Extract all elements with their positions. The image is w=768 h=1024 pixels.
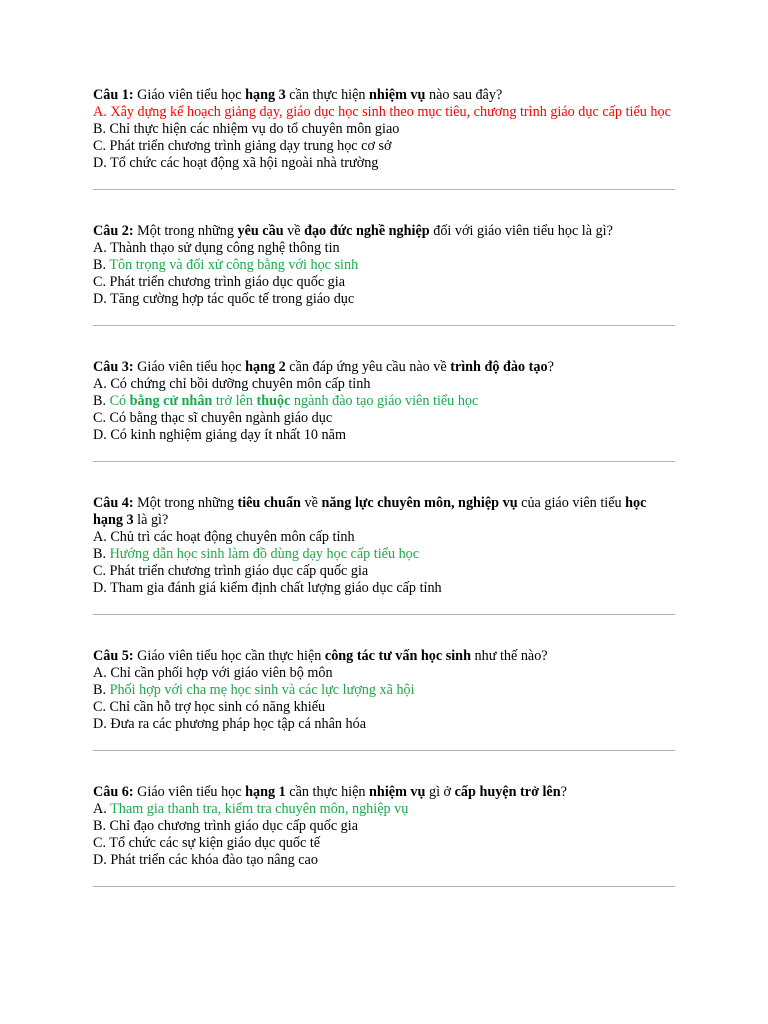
question-2-stem: Câu 2: Một trong những yêu cầu về đạo đức nghề nghiệp đối với giáo viên tiểu học là gì?	[93, 223, 613, 239]
question-1-option-b: B. Chỉ thực hiện các nhiệm vụ do tổ chuyên môn giao	[93, 121, 400, 137]
question-5-option-a: A. Chỉ cần phối hợp với giáo viên bộ môn	[93, 665, 333, 681]
question-1-option-a: A. Xây dựng kế hoạch giảng dạy, giáo dục học sinh theo mục tiêu, chương trình giáo dục cấp tiểu học	[93, 104, 671, 120]
question-4-option-c: C. Phát triển chương trình giáo dục cấp quốc gia	[93, 563, 369, 579]
question-4-option-b: B. Hướng dẫn học sinh làm đồ dùng dạy học cấp tiểu học	[93, 546, 420, 562]
question-5-option-d: D. Đưa ra các phương pháp học tập cá nhân hóa	[93, 716, 367, 732]
question-5-option-c: C. Chỉ cần hỗ trợ học sinh có năng khiếu	[93, 699, 326, 715]
question-6	[93, 784, 675, 869]
question-3-option-b: B. Có bằng cử nhân trở lên thuộc ngành đào tạo giáo viên tiểu học	[93, 393, 479, 409]
question-6-label: Câu 6:	[93, 784, 134, 800]
question-1	[93, 87, 675, 172]
question-2-option-b: B. Tôn trọng và đối xử công bằng với học sinh	[93, 257, 359, 273]
question-6-option-a: A. Tham gia thanh tra, kiểm tra chuyên môn, nghiệp vụ	[93, 801, 409, 817]
question-1-option-c: C. Phát triển chương trình giảng dạy trung học cơ sở	[93, 138, 392, 154]
divider	[93, 461, 675, 462]
divider	[93, 189, 675, 190]
quiz-document	[93, 87, 675, 920]
question-6-option-c: C. Tổ chức các sự kiện giáo dục quốc tế	[93, 835, 321, 851]
question-3	[93, 359, 675, 444]
question-5-stem: Câu 5: Giáo viên tiểu học cần thực hiện công tác tư vấn học sinh như thế nào?	[93, 648, 548, 664]
question-2-option-a: A. Thành thạo sử dụng công nghệ thông tin	[93, 240, 340, 256]
question-2-label: Câu 2:	[93, 223, 134, 239]
question-3-option-d: D. Có kinh nghiệm giảng dạy ít nhất 10 năm	[93, 427, 346, 443]
question-6-stem: Câu 6: Giáo viên tiểu học hạng 1 cần thực hiện nhiệm vụ gì ở cấp huyện trở lên?	[93, 784, 567, 800]
question-4-option-a: A. Chủ trì các hoạt động chuyên môn cấp tỉnh	[93, 529, 355, 545]
question-1-label: Câu 1:	[93, 87, 134, 103]
question-4-label: Câu 4:	[93, 495, 134, 511]
question-1-stem: Câu 1: Giáo viên tiểu học hạng 3 cần thực hiện nhiệm vụ nào sau đây?	[93, 87, 503, 103]
question-4	[93, 495, 675, 597]
question-2-option-c: C. Phát triển chương trình giáo dục quốc gia	[93, 274, 345, 290]
divider	[93, 886, 675, 887]
question-3-option-c: C. Có bằng thạc sĩ chuyên ngành giáo dục	[93, 410, 333, 426]
question-6-option-b: B. Chỉ đạo chương trình giáo dục cấp quốc gia	[93, 818, 358, 834]
question-4-stem: Câu 4: Một trong những tiêu chuẩn về năng lực chuyên môn, nghiệp vụ của giáo viên tiểu học hạng 3 là gì?	[93, 495, 647, 528]
question-1-option-d: D. Tổ chức các hoạt động xã hội ngoài nhà trường	[93, 155, 379, 171]
divider	[93, 325, 675, 326]
question-3-stem: Câu 3: Giáo viên tiểu học hạng 2 cần đáp ứng yêu cầu nào về trình độ đào tạo?	[93, 359, 554, 375]
question-5	[93, 648, 675, 733]
question-6-option-d: D. Phát triển các khóa đào tạo nâng cao	[93, 852, 318, 868]
divider	[93, 614, 675, 615]
question-5-label: Câu 5:	[93, 648, 134, 664]
divider	[93, 750, 675, 751]
question-3-label: Câu 3:	[93, 359, 134, 375]
question-5-option-b: B. Phối hợp với cha mẹ học sinh và các lực lượng xã hội	[93, 682, 415, 698]
question-2	[93, 223, 675, 308]
question-2-option-d: D. Tăng cường hợp tác quốc tế trong giáo dục	[93, 291, 355, 307]
question-3-option-a: A. Có chứng chỉ bồi dưỡng chuyên môn cấp tỉnh	[93, 376, 371, 392]
question-4-option-d: D. Tham gia đánh giá kiểm định chất lượng giáo dục cấp tỉnh	[93, 580, 442, 596]
